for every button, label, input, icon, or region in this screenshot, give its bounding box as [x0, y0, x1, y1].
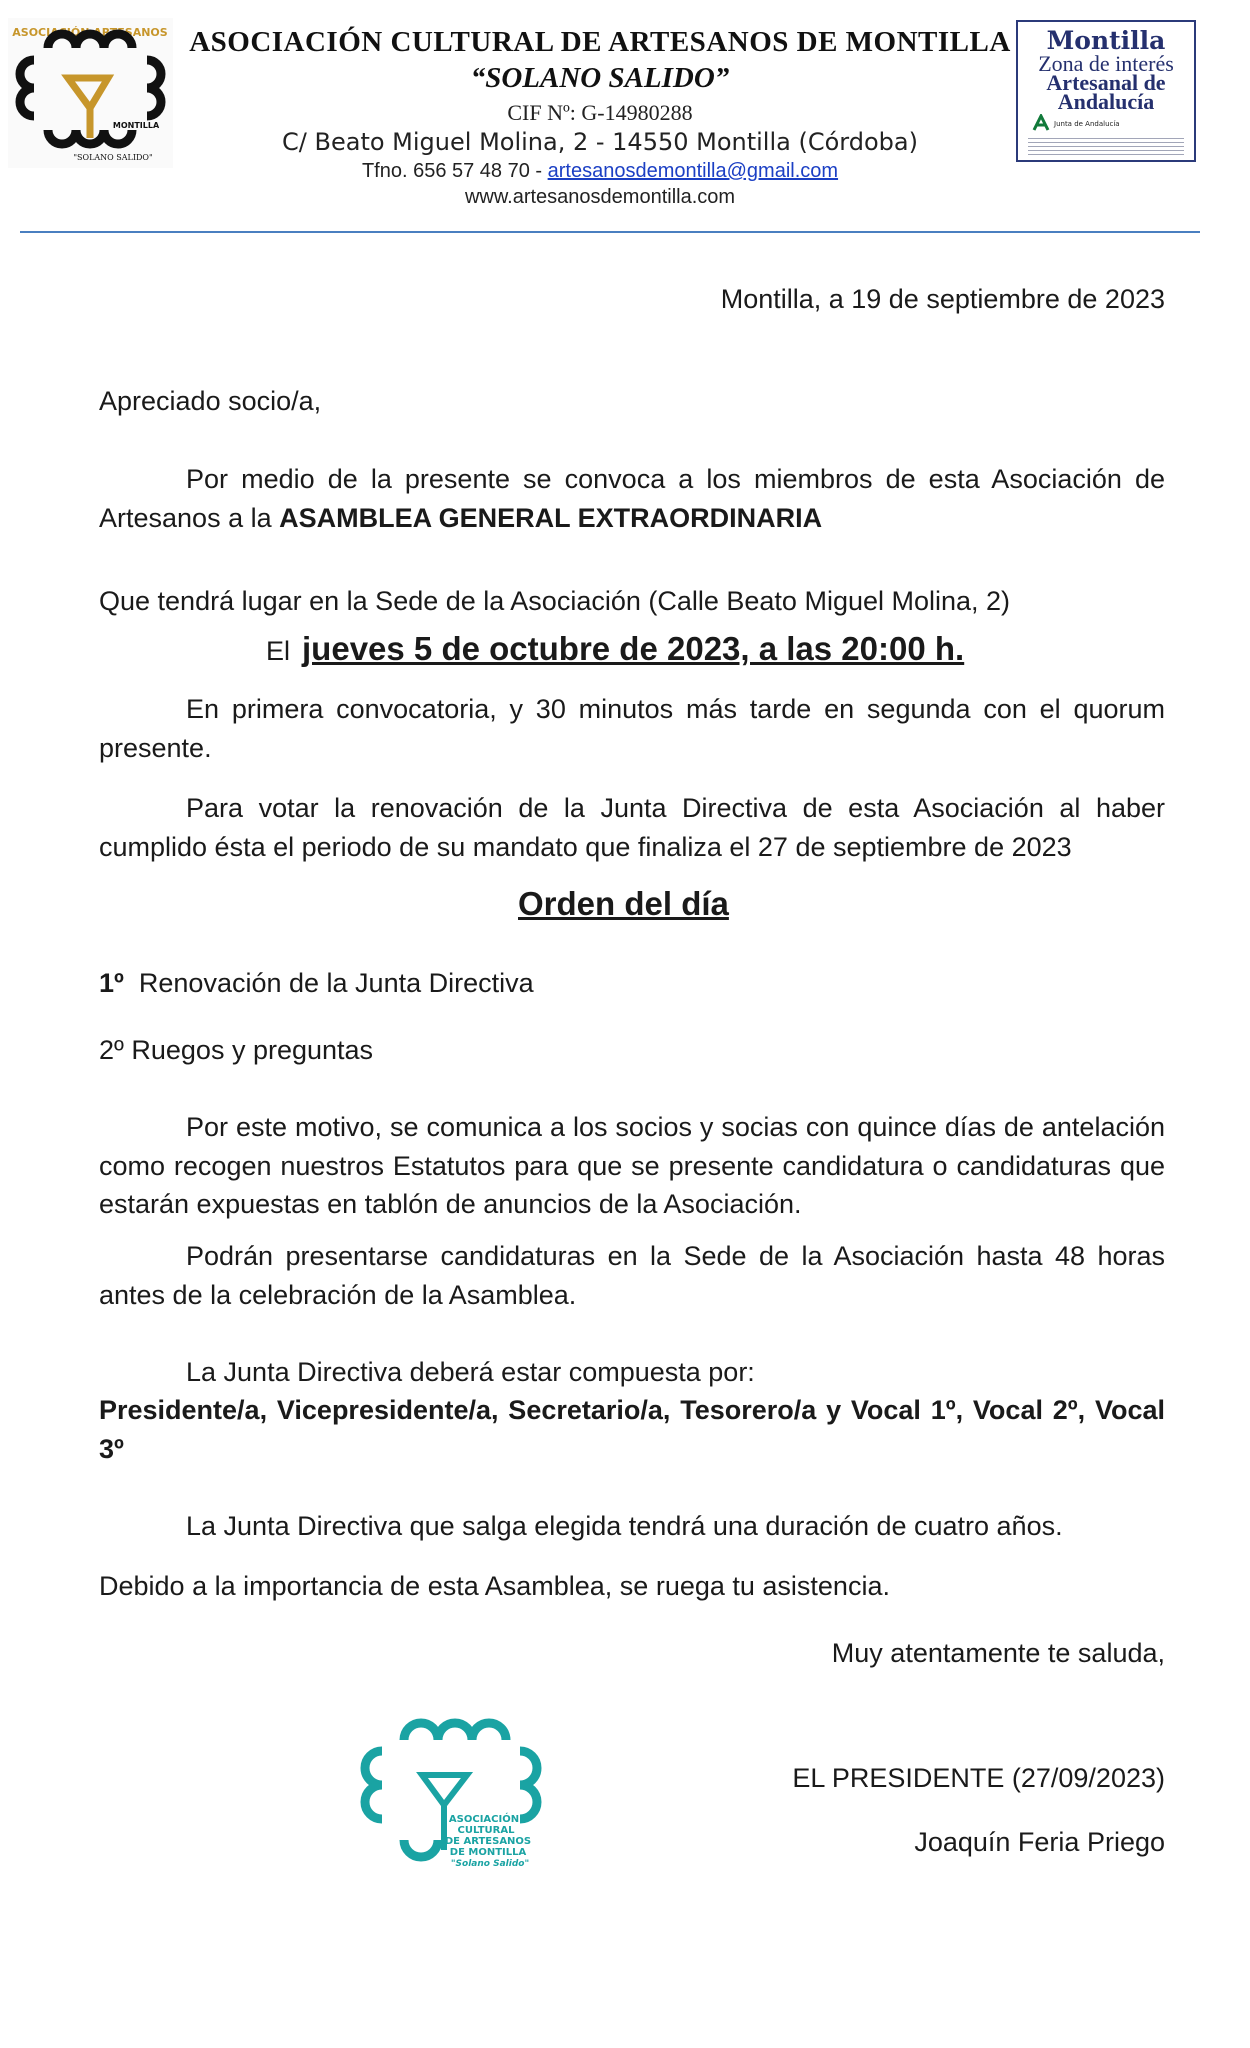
logo-arc-text: ASOCIACIÓN ARTESANOS: [12, 26, 168, 39]
stamp-line-4: DE MONTILLA: [449, 1847, 527, 1858]
org-subtitle: “SOLANO SALIDO”: [470, 62, 730, 94]
org-cif: CIF Nº: G-14980288: [507, 100, 693, 125]
letter-closing: Muy atentamente te saluda,: [831, 1638, 1165, 1668]
badge-line-3: Artesanal de: [1046, 70, 1166, 95]
paragraph-notice: Por este motivo, se comunica a los socios y socias con quince días de antelación como recogen nuestros Estatutos para que se presente candidatura o candidaturas que estarán expuestas en tablón de anuncios de la Asociación.: [99, 1112, 1165, 1219]
org-website: www.artesanosdemontilla.com: [464, 186, 736, 208]
org-phone: Tfno. 656 57 48 70 -: [361, 160, 548, 182]
org-address: C/ Beato Miguel Molina, 2 - 14550 Montilla (Córdoba): [282, 128, 918, 156]
zona-artesanal-badge: [1016, 20, 1196, 162]
meeting-datetime: [266, 630, 964, 668]
meeting-datetime-value: jueves 5 de octubre de 2023, a las 20:00 h.: [302, 630, 965, 667]
org-name: ASOCIACIÓN CULTURAL DE ARTESANOS DE MONTILLA: [189, 26, 1011, 58]
meeting-datetime-prefix: El: [266, 636, 291, 666]
header-divider: [20, 231, 1200, 233]
logo-bottom-text: "SOLANO SALIDO": [73, 153, 153, 162]
letter-greeting: Apreciado socio/a,: [99, 386, 322, 416]
stamp-line-5: "Solano Salido": [450, 1859, 530, 1869]
agenda-item-1: [99, 964, 1165, 1003]
badge-line-4: Andalucía: [1057, 89, 1155, 114]
stamp-line-2: CULTURAL: [457, 1825, 515, 1836]
org-contact: [120, 160, 1080, 183]
signer-title: EL PRESIDENTE (27/09/2023): [792, 1763, 1165, 1793]
signer-name: Joaquín Feria Priego: [914, 1827, 1165, 1857]
stamp-line-1: ASOCIACIÓN: [448, 1814, 520, 1825]
paragraph-candidacy-deadline: Podrán presentarse candidaturas en la Sede de la Asociación hasta 48 horas antes de la celebración de la Asamblea.: [99, 1241, 1165, 1310]
board-positions: Presidente/a, Vicepresidente/a, Secretario/a, Tesorero/a y Vocal 1º, Vocal 2º, Vocal 3º: [99, 1395, 1165, 1464]
paragraph-term-length: La Junta Directiva que salga elegida tendrá una duración de cuatro años.: [186, 1511, 1063, 1541]
badge-fine-print: [1028, 138, 1184, 156]
org-email-link[interactable]: artesanosdemontilla@gmail.com: [547, 160, 839, 182]
stamp-line-3: DE ARTESANOS: [444, 1836, 532, 1847]
paragraph-convocation: [99, 460, 1165, 537]
paragraph-purpose: Para votar la renovación de la Junta Directiva de esta Asociación al haber cumplido ésta el periodo de su mandato que finaliza el 27 de septiembre de 2023: [99, 793, 1165, 862]
agenda-item-1-text: Renovación de la Junta Directiva: [138, 968, 534, 998]
junta-label: Junta de Andalucía: [1054, 120, 1120, 128]
agenda-title: Orden del día: [518, 885, 729, 922]
assembly-name: ASAMBLEA GENERAL EXTRAORDINARIA: [279, 502, 823, 533]
badge-line-2: Zona de interés: [1038, 51, 1174, 76]
paragraph-place: Que tendrá lugar en la Sede de la Asociación (Calle Beato Miguel Molina, 2): [99, 586, 1011, 616]
paragraph-attendance: Debido a la importancia de esta Asamblea, se ruega tu asistencia.: [99, 1571, 890, 1601]
convocation-text: Por medio de la presente se convoca a los miembros de esta Asociación de Artesanos a la: [99, 464, 1165, 533]
agenda-item-1-number: 1º: [99, 968, 124, 998]
agenda-item-2: 2º Ruegos y preguntas: [99, 1035, 374, 1065]
paragraph-first-call: En primera convocatoria, y 30 minutos más tarde en segunda con el quorum presente.: [99, 694, 1165, 763]
paragraph-board-composition: La Junta Directiva deberá estar compuesta por:: [186, 1357, 755, 1387]
junta-andalucia-logo: [1032, 114, 1122, 132]
logo-side-text: MONTILLA: [112, 121, 160, 130]
badge-line-1: Montilla: [1046, 26, 1166, 55]
letter-date: Montilla, a 19 de septiembre de 2023: [720, 284, 1165, 314]
